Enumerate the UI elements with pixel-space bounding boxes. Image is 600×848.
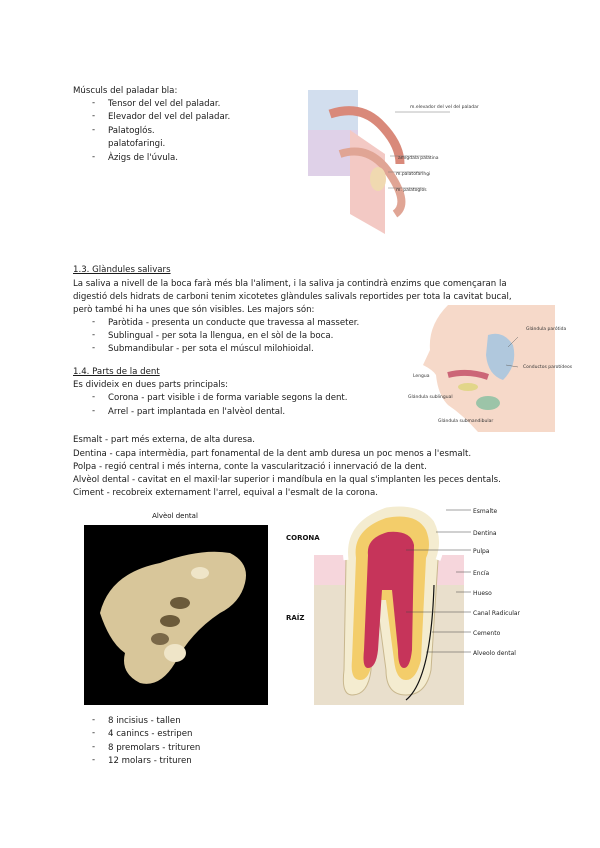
palate-muscles-figure — [300, 84, 479, 234]
figure-label: m. palatoglos — [396, 188, 427, 193]
bullet-dash: - — [92, 728, 96, 738]
figure-title: Alvèol dental — [152, 512, 198, 520]
list-item: Submandibular - per sota el múscul milohioidal. — [108, 344, 314, 354]
figure-label: Glándula parótida — [526, 327, 567, 332]
tooth-diagram — [286, 500, 536, 715]
bullet-dash: - — [92, 317, 96, 327]
definition-line: Ciment - recobreix externament l'arrel, equival a l'esmalt de la corona. — [73, 488, 378, 498]
list-item: 4 canincs - estripen — [108, 729, 193, 739]
paragraph-line: però també hi ha unes que són visibles. Les majors són: — [73, 305, 315, 315]
bullet-dash: - — [92, 125, 96, 135]
list-item: Elevador del vel del paladar. — [108, 112, 231, 122]
bullet-dash: - — [92, 343, 96, 353]
side-label: RAÍZ — [286, 614, 305, 622]
definition-line: Alvèol dental - cavitat en el maxil·lar superior i mandíbula en la qual s'implanten les peces dentals. — [73, 475, 501, 485]
tooth-label: Alveolo dental — [473, 650, 516, 657]
tooth-label: Pulpa — [473, 548, 490, 555]
paragraph-line: digestió dels hidrats de carboni tenim xicotetes glàndules salivals reportides per tota la cavitat bucal, — [73, 292, 512, 302]
section-heading: 1.3. Glàndules salivars — [73, 265, 171, 275]
bullet-dash: - — [92, 152, 96, 162]
list-item: palatofaringi. — [108, 139, 166, 149]
list-item: Sublingual - per sota la llengua, en el sòl de la boca. — [108, 331, 334, 341]
figure-label: Conductos parotídeos — [523, 365, 573, 370]
bullet-dash: - — [92, 755, 96, 765]
list-item: Tensor del vel del paladar. — [108, 99, 221, 109]
definition-line: Esmalt - part més externa, de alta duresa. — [73, 435, 256, 445]
list-item: Arrel - part implantada en l'alvèol dental. — [108, 407, 286, 417]
bullet-dash: - — [92, 330, 96, 340]
palate-heading: Músculs del paladar bla: — [73, 86, 178, 96]
list-item: 12 molars - trituren — [108, 756, 192, 766]
figure-label: m.palatofaringi — [396, 172, 431, 177]
tooth-label: Dentina — [473, 530, 497, 537]
list-item: 8 premolars - trituren — [108, 743, 201, 753]
section-heading: 1.4. Parts de la dent — [73, 367, 160, 377]
bullet-dash: - — [92, 715, 96, 725]
side-label: CORONA — [286, 534, 320, 542]
definition-line: Dentina - capa intermèdia, part fonamental de la dent amb duresa un poc menos a l'esmalt. — [73, 449, 472, 459]
definition-line: Polpa - regió central i més interna, conte la vascularització i innervació de la dent. — [73, 462, 427, 472]
bullet-dash: - — [92, 392, 96, 402]
tooth-label: Cemento — [473, 630, 501, 637]
paragraph-line: La saliva a nivell de la boca farà més bla l'aliment, i la saliva ja contindrà enzims que començaran la — [73, 279, 507, 289]
salivary-glands-figure — [408, 305, 573, 432]
tooth-label: Hueso — [473, 590, 492, 597]
figure-label: Lengua — [413, 374, 430, 379]
tooth-label: Encía — [473, 570, 490, 577]
figure-label: amígdala palatina — [398, 156, 439, 161]
list-item: Corona - part visible i de forma variable segons la dent. — [108, 393, 348, 403]
intro-text: Es divideix en dues parts principals: — [73, 380, 229, 390]
tooth-label: Esmalte — [473, 508, 498, 515]
figure-label: m.elevador del vel del paladar — [410, 105, 479, 110]
alveol-photo — [80, 503, 270, 709]
list-item: Paròtida - presenta un conducte que travessa al masseter. — [108, 318, 360, 328]
bullet-dash: - — [92, 406, 96, 416]
bullet-dash: - — [92, 742, 96, 752]
bullet-dash: - — [92, 111, 96, 121]
list-item: Palatoglós. — [108, 126, 155, 136]
list-item: Àzigs de l'úvula. — [108, 153, 179, 163]
bullet-dash: - — [92, 98, 96, 108]
figure-label: Glándula sublingual — [408, 395, 453, 400]
tooth-label: Canal Radicular — [473, 610, 521, 617]
list-item: 8 incisius - tallen — [108, 716, 181, 726]
figure-label: Glándula submandibular — [438, 419, 494, 424]
